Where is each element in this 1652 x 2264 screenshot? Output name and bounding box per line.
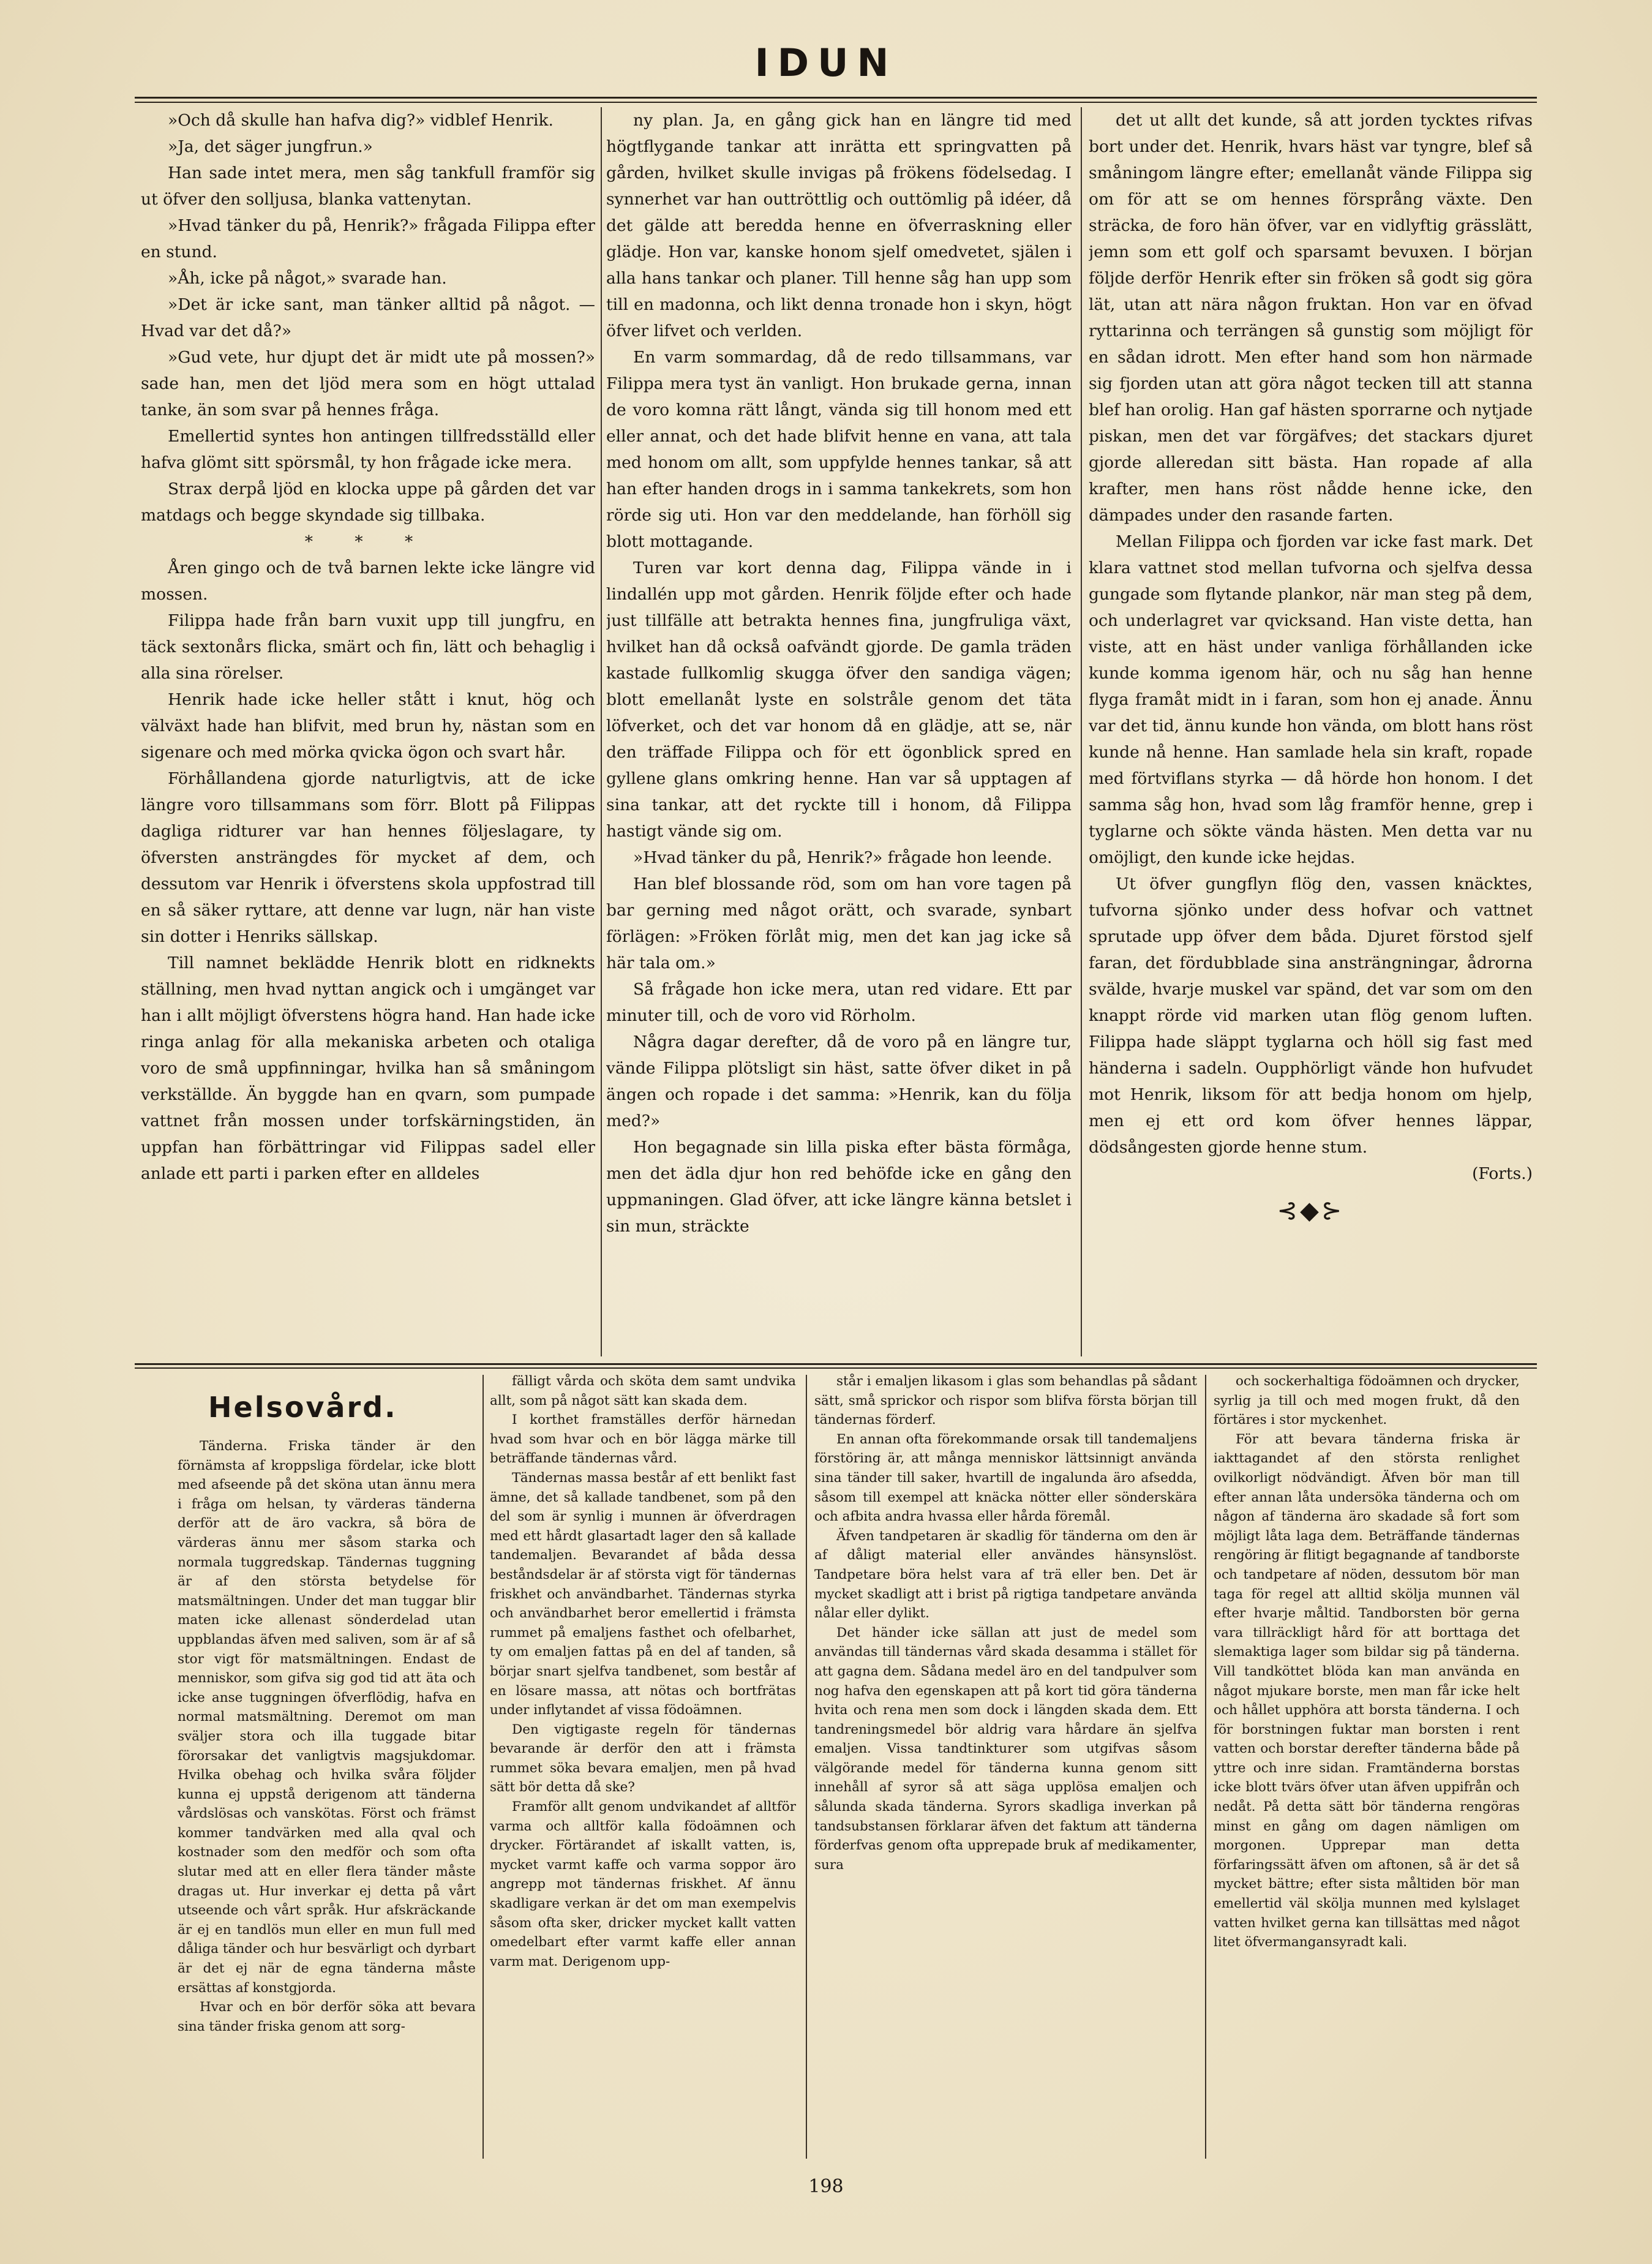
paragraph: »Ja, det säger jungfrun.» (168, 137, 373, 156)
section-rule-top (135, 1363, 1537, 1365)
paragraph: och sockerhaltiga födoämnen och drycker, syrlig ja till och med mogen frukt, då den förtäres i stor myckenhet. (1214, 1374, 1520, 1428)
column-divider (601, 107, 602, 1356)
magazine-title: IDUN (754, 40, 898, 85)
paragraph: Framför allt genom undvikandet af alltför varma och alltför kalla födoämnen och drycker. Förtärandet af iskallt vatten, is, mycket varmt kaffe och varma soppor äro angrepp mot tändernas friskhet. Af ännu skadligare verkan är det om man exempelvis såsom ofta sker, dricker mycket kallt vatten omedelbart efter varmt kaffe eller annan varm mat. Derigenom upp- (490, 1799, 796, 1969)
paragraph: »Åh, icke på något,» svarade han. (168, 269, 447, 288)
health-column-3 (814, 1372, 1197, 2162)
paragraph: Äfven tandpetaren är skadlig för tänderna om den är af dåligt material eller användes hänsynslöst. Tandpetare böra helst vara af trä eller ben. Det är mycket skadligt att i brist på rigtiga tandpetare använda nålar eller dylikt. (814, 1528, 1197, 1622)
health-column-1 (178, 1372, 476, 2162)
paragraph: »Och då skulle han hafva dig?» vidblef Henrik. (168, 111, 554, 130)
section-rule-bottom (135, 1367, 1537, 1369)
column-divider (1205, 1375, 1206, 2159)
story-column-3 (1089, 107, 1533, 1369)
paragraph: Han blef blossande röd, som om han vore tagen på bar gerning med något orätt, och svarade, synbart förlägen: »Fröken förlåt mig, men det kan jag icke så här tala om.» (606, 874, 1072, 972)
paragraph: »Hvad tänker du på, Henrik?» frågade hon leende. (633, 848, 1053, 867)
paragraph: Förhållandena gjorde naturligtvis, att de icke längre voro tillsammans som förr. Blott på Filippas dagliga ridturer var han hennes följeslagare, ty öfversten ansträngdes för mycket af dem, och dessutom var Henrik i öfverstens skola uppfostrad till en så säker ryttare, att denne var lugn, när han viste sin dotter i Henriks sällskap. (141, 769, 595, 946)
paragraph: (Forts.) (1472, 1164, 1533, 1183)
column-divider (1081, 107, 1082, 1356)
section-title: Helsovård. (208, 1391, 397, 1424)
paragraph: Hvar och en bör derför söka att bevara sina tänder friska genom att sorg- (178, 1999, 476, 2034)
paragraph: Till namnet beklädde Henrik blott en ridknekts ställning, men hvad nyttan angick och i umgänget var han i allt möjligt öfverstens högra hand. Han hade icke ringa anlag för alla mekaniska arbeten och otaliga voro de små uppfinningar, hvilka han så småningom verkställde. Än byggde han en qvarn, som pumpade vattnet från mossen under torfskärningstiden, än uppfan han förbättringar vid Filippas sadel eller anlade ett parti i parken efter en alldeles (141, 953, 595, 1183)
page-number: 198 (808, 2176, 844, 2197)
paragraph: Henrik hade icke heller stått i knut, hög och välväxt hade han blifvit, med brun hy, nästan som en sigenare och med mörka qvicka ögon och svart hår. (141, 690, 595, 762)
paragraph: För att bevara tänderna friska är iakttagandet af den största renlighet ovilkorligt nödvändigt. Äfven bör man till efter annan låta undersöka tänderna och om någon af tänderna äro skadade så fort som möjligt låta laga dem. Beträffande tändernas rengöring är flitigt begagnande af tandborste och tandpetare af nöden, dessutom bör man taga för regel att alltid skölja munnen väl efter hvarje måltid. Tandborsten bör gerna vara tillräckligt hård för att borttaga det slemaktiga lager som bildar sig på tänderna. Vill tandköttet blöda kan man använda en något mjukare borste, men man får icke helt och hållet upphöra att borsta tänderna. I och för borstningen fuktar man borsten i rent vatten och borstar derefter tänderna både på yttre och inre sidan. Framtänderna borstas icke blott tvärs öfver utan äfven uppifrån och nedåt. På detta sätt bör tänderna rengöras minst en gång om dagen nämligen om morgonen. Upprepar man detta förfaringssätt äfven om aftonen, så är det så mycket bättre; efter sista måltiden bör man emellertid väl skölja munnen med kylslaget vatten hvilket gerna kan tillsättas med något litet öfvermangansyradt kali. (1214, 1431, 1520, 1950)
paragraph: Mellan Filippa och fjorden var icke fast mark. Det klara vattnet stod mellan tufvorna och sjelfva dessa gungade som flytande plankor, när man steg på dem, och underlagret var qvicksand. Han viste detta, han viste, att en häst under vanliga förhållanden icke kunde komma igenom här, och nu såg han henne flyga framåt midt in i faran, som hon ej anade. Ännu var det tid, ännu kunde hon vända, om blott hans röst kunde nå henne. Han samlade hela sin kraft, ropade med förtviflans styrka — då hörde hon honom. I det samma såg hon, hvad som låg framför henne, grep i tyglarne och sökte vända hästen. Men detta var nu omöjligt, den kunde icke hejdas. (1089, 532, 1533, 867)
column-divider (482, 1375, 484, 2159)
paragraph: Den vigtigaste regeln för tändernas bevarande är derför den att i främsta rummet söka bevara emaljen, men på hvad sätt bör detta då ske? (490, 1721, 796, 1796)
health-column-2 (490, 1372, 796, 2162)
paragraph: står i emaljen likasom i glas som behandlas på sådant sätt, små sprickor och rispor som blifva första början till tändernas förderf. (814, 1374, 1197, 1428)
header-rule-bottom (135, 102, 1537, 103)
ornament-divider: ⊰◆⊱ (1277, 1197, 1345, 1225)
story-column-2 (606, 107, 1072, 1369)
paragraph: Några dagar derefter, då de voro på en längre tur, vände Filippa plötsligt sin häst, satte öfver diket in på ängen och ropade i det samma: »Henrik, kan du följa med?» (606, 1032, 1072, 1130)
paragraph: »Det är icke sant, man tänker alltid på något. — Hvad var det då?» (141, 295, 595, 340)
paragraph: »Gud vete, hur djupt det är midt ute på mossen?» sade han, men det ljöd mera som en högt uttalad tanke, än som svar på hennes fråga. (141, 348, 595, 419)
paragraph: Ut öfver gungflyn flög den, vassen knäcktes, tufvorna sjönko under dess hofvar och vattnet sprutade upp öfver dem båda. Djuret förstod sjelf faran, det fördubblade sina ansträngningar, ådrorna svälde, hvarje muskel var spänd, det var som om den knappt rörde vid marken utan flög genom luften. Filippa hade släppt tyglarna och höll sig fast med händerna i sadeln. Oupphörligt vände hon hufvudet mot Henrik, liksom för att bedja honom om hjelp, men ej ett ord kom öfver hennes läppar, dödsångesten gjorde henne stum. (1089, 874, 1533, 1157)
header-rule-top (135, 97, 1537, 99)
paragraph: En varm sommardag, då de redo tillsammans, var Filippa mera tyst än vanligt. Hon brukade gerna, innan de voro komna rätt långt, vända sig till honom med ett eller annat, och det hade blifvit henne en vana, att tala med honom om allt, som uppfylde hennes tankar, så att han efter handen drogs in i samma tankekrets, som hon rörde sig uti. Hon var den meddelande, han förhöll sig blott mottagande. (606, 348, 1072, 551)
paragraph: Tänderna. Friska tänder är den förnämsta af kroppsliga fördelar, icke blott med afseende på det sköna utan ännu mera i fråga om helsan, ty värderas tänderna derför att de äro vackra, så böra de värderas ännu mer såsom starka och normala tuggredskap. Tändernas tuggning är af den största betydelse för matsmältningen. Under det man tuggar blir maten icke allenast sönderdelad utan uppblandas äfven med saliven, som är af så stor vigt för matsmältningen. Endast de menniskor, som gifva sig god tid att äta och icke anse tuggningen öfverflödig, hafva en normal matsmältning. Deremot om man sväljer stora och illa tuggade bitar förorsakar det vanligtvis magsjukdomar. Hvilka obehag och hvilka svåra följder kunna ej uppstå derigenom att tänderna vårdslösas och vanskötas. Först och främst kommer tandvärken med alla qval och kostnader som den medför och som ofta slutar med att en eller flera tänder måste dragas ut. Hur inverkar ej detta på vårt utseende och vårt språk. Hur afskräckande är ej en tandlös mun eller en mun full med dåliga tänder och hur besvärligt och dyrbart är det ej när de egna tänderna måste ersättas af konstgjorda. (178, 1439, 476, 1996)
paragraph: det ut allt det kunde, så att jorden tycktes rifvas bort under det. Henrik, hvars häst var tyngre, blef så småningom längre efter; emellanåt vände Filippa sig om för att se om hennes försprång växte. Den sträcka, de foro hän öfver, var en vidlyftig grässlätt, jemn som ett golf och sparsamt bevuxen. I början följde derför Henrik efter sin fröken så godt sig göra lät, utan att nära någon fruktan. Hon var en öfvad ryttarinna och terrängen så gunstig som möjligt för en sådan idrott. Men efter hand som hon närmade sig fjorden utan att göra något tecken till att stanna blef han orolig. Han gaf hästen sporrarne och nytjade piskan, men det var förgäfves; det stackars djuret gjorde alleredan sitt bästa. Han ropade af alla krafter, men hans röst nådde henne icke, den dämpades under den rasande farten. (1089, 111, 1533, 525)
paragraph: Tändernas massa består af ett benlikt fast ämne, det så kallade tandbenet, som på den del som är synlig i munnen är öfverdragen med ett hårdt glasartadt lager den så kallade tandemaljen. Bevarandet af båda dessa beståndsdelar är af största vigt för tändernas friskhet och användbarhet. Tändernas styrka och användbarhet beror emellertid i främsta rummet på emaljens fasthet och ofelbarhet, ty om emaljen fattas på en del af tanden, så börjar snart sjelfva tandbenet, som består af en lösare massa, att nötas och bortfrätas under inflytandet af vissa födoämnen. (490, 1470, 796, 1718)
column-divider (806, 1375, 807, 2159)
paragraph: Han sade intet mera, men såg tankfull framför sig ut öfver den solljusa, blanka vattenytan. (141, 164, 595, 209)
paragraph: En annan ofta förekommande orsak till tandemaljens förstöring är, att många menniskor lättsinnigt använda sina tänder till saker, hvartill de ingalunda äro afsedda, såsom till exempel att knäcka nötter eller sönderskära och afbita andra hvassa eller hårda föremål. (814, 1431, 1197, 1525)
paragraph: Det händer icke sällan att just de medel som användas till tändernas vård skada desamma i stället för att gagna dem. Sådana medel äro en del tandpulver som nog hafva den egenskapen att på kort tid göra tänderna hvita och rena men som dock i längden skada dem. Ett tandreningsmedel bör aldrig vara hårdare än sjelfva emaljen. Vissa tandtinkturer som utgifvas såsom välgörande medel för tänderna kunna genom sitt innehåll af syror så att säga upplösa emaljen och sålunda skada tänderna. Syrors skadliga inverkan på tandsubstansen förklarar äfven det faktum att tänderna förderfvas genom ofta upprepade bruk af medikamenter, sura (814, 1625, 1197, 1873)
paragraph: Åren gingo och de två barnen lekte icke längre vid mossen. (141, 558, 595, 604)
paragraph: * * * (304, 532, 432, 551)
paragraph: I korthet framställes derför härnedan hvad som hvar och en bör lägga märke till beträffande tändernas vård. (490, 1412, 796, 1467)
paragraph: Strax derpå ljöd en klocka uppe på gården det var matdags och begge skyndade sig tillbaka. (141, 480, 595, 525)
page-header (122, 37, 1530, 104)
paragraph: Filippa hade från barn vuxit upp till jungfru, en täck sextonårs flicka, smärt och fin, lätt och behaglig i alla sina rörelser. (141, 611, 595, 683)
paragraph: fälligt vårda och sköta dem samt undvika allt, som på något sätt kan skada dem. (490, 1374, 796, 1408)
paragraph: Emellertid syntes hon antingen tillfredsställd eller hafva glömt sitt spörsmål, ty hon frågade icke mera. (141, 427, 595, 472)
paragraph: Så frågade hon icke mera, utan red vidare. Ett par minuter till, och de voro vid Rörholm. (606, 980, 1072, 1025)
story-column-1 (141, 107, 595, 1369)
paragraph: »Hvad tänker du på, Henrik?» frågada Filippa efter en stund. (141, 216, 595, 261)
health-column-4 (1214, 1372, 1520, 2162)
paragraph: ny plan. Ja, en gång gick han en längre tid med högtflygande tankar att inrätta ett springvatten på gården, hvilket skulle invigas på frökens födelsedag. I synnerhet var han outtröttlig och outtömlig på idéer, då det gälde att beredda henne en öfverraskning eller glädje. Hon var, kanske honom sjelf omedvetet, själen i alla hans tankar och planer. Till henne såg han upp som till en madonna, och likt denna tronade hon i skyn, högt öfver lifvet och verlden. (606, 111, 1072, 340)
paragraph: Hon begagnade sin lilla piska efter bästa förmåga, men det ädla djur hon red behöfde icke en gång den uppmaningen. Glad öfver, att icke längre känna betslet i sin mun, sträckte (606, 1138, 1072, 1236)
paragraph: Turen var kort denna dag, Filippa vände in i lindallén upp mot gården. Henrik följde efter och hade just tillfälle att betrakta hennes fina, jungfruliga växt, hvilket han då också oafvändt gjorde. De gamla träden kastade fullkomlig skugga öfver den sandiga vägen; blott emellanåt lyste en solstråle genom det täta löfverket, och det var honom då en glädje, att se, när den träffade Filippa och för ett ögonblick spred en gyllene glans omkring henne. Han var så upptagen af sina tankar, att det ryckte till i honom, då Filippa hastigt vände sig om. (606, 558, 1072, 841)
